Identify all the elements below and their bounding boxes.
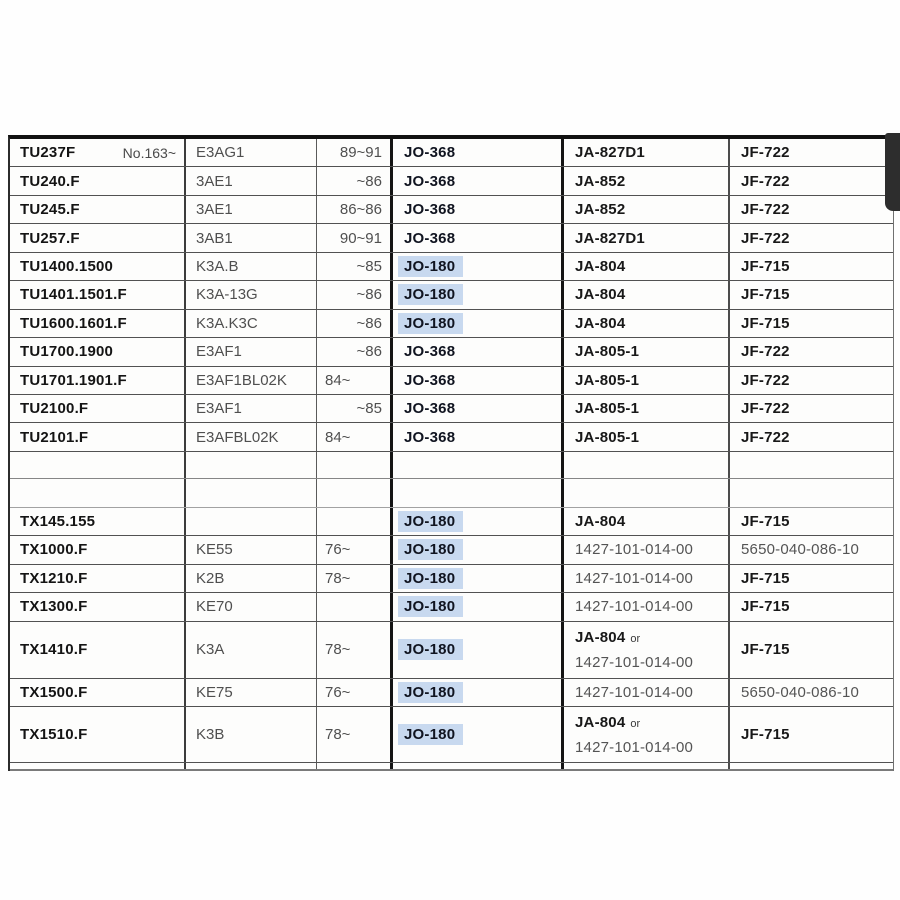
engine-code: E3AF1BL02K	[196, 371, 287, 389]
model-number: TU240.F	[20, 172, 80, 190]
ja-part-numbers	[575, 255, 625, 278]
ja-part-numbers	[575, 681, 693, 704]
ja-cell	[561, 253, 728, 280]
jf-cell	[728, 679, 893, 706]
ja-part-number: JA-805-1	[575, 343, 640, 361]
jf-cell	[728, 367, 893, 394]
years-cell	[316, 593, 390, 620]
ja-line	[575, 340, 639, 363]
jo-cell	[390, 224, 561, 251]
jo-part-number: JO-368	[404, 428, 456, 446]
model-number: TU1600.1601.F	[20, 314, 127, 332]
ja-part-number: JA-804	[575, 286, 626, 304]
engine-cell	[184, 679, 316, 706]
jf-cell	[728, 508, 893, 535]
model-number: TU1701.1901.F	[20, 371, 127, 389]
jo-cell	[390, 763, 561, 769]
jo-part-number: JO-180	[398, 682, 463, 703]
jo-part-number: JO-368	[404, 172, 456, 190]
jf-part-number: JF-722	[741, 343, 790, 361]
jo-cell	[390, 338, 561, 365]
jf-part-number: JF-722	[741, 229, 790, 247]
model-number: TX1000.F	[20, 541, 88, 559]
ja-part-number: JA-852	[575, 201, 626, 219]
jo-cell	[390, 593, 561, 620]
ja-part-number: JA-804	[575, 713, 626, 731]
table-row	[10, 622, 893, 679]
model-cell	[10, 593, 184, 620]
year-range: 86~86	[339, 201, 382, 219]
jf-cell	[728, 167, 893, 194]
year-range: 76~	[325, 541, 351, 559]
model-cell	[10, 536, 184, 563]
table-row	[10, 536, 893, 564]
engine-cell	[184, 707, 316, 762]
engine-cell	[184, 593, 316, 620]
years-cell	[316, 367, 390, 394]
ja-part-numbers	[575, 626, 693, 674]
engine-cell	[184, 536, 316, 563]
jf-cell	[728, 452, 893, 478]
spacer-row	[10, 763, 893, 771]
jf-part-number: JF-715	[741, 314, 790, 332]
model-cell	[10, 622, 184, 678]
jf-part-number: JF-715	[741, 569, 790, 587]
ja-part-number: JA-804	[575, 314, 626, 332]
years-cell	[316, 479, 390, 507]
years-cell	[316, 167, 390, 194]
engine-code: 3AE1	[196, 201, 233, 219]
ja-line	[575, 736, 693, 759]
model-cell	[10, 423, 184, 450]
years-cell	[316, 763, 390, 769]
ja-line	[575, 227, 645, 250]
model-number: TX145.155	[20, 513, 96, 531]
jf-part-number: JF-722	[741, 144, 790, 162]
engine-code: E3AFBL02K	[196, 428, 279, 446]
engine-cell	[184, 395, 316, 422]
jf-cell	[728, 395, 893, 422]
ja-part-number: JA-852	[575, 172, 626, 190]
ja-line	[575, 595, 693, 618]
jo-cell	[390, 167, 561, 194]
year-range: ~85	[356, 400, 382, 418]
ja-part-numbers	[575, 198, 625, 221]
jo-part-number: JO-180	[398, 596, 463, 617]
jo-part-number: JO-368	[404, 400, 456, 418]
model-number: TX1410.F	[20, 641, 88, 659]
ja-part-number: JA-804	[575, 513, 626, 531]
model-cell	[10, 452, 184, 478]
engine-code: K2B	[196, 569, 225, 587]
jf-cell	[728, 196, 893, 223]
jo-cell	[390, 479, 561, 507]
jf-cell	[728, 423, 893, 450]
year-range: ~86	[356, 286, 382, 304]
ja-line	[575, 651, 693, 674]
ja-part-numbers	[575, 510, 625, 533]
ja-part-numbers	[575, 340, 639, 363]
year-range: 76~	[325, 683, 351, 701]
ja-line	[575, 198, 625, 221]
engine-code: KE55	[196, 541, 233, 559]
engine-code: E3AG1	[196, 144, 245, 162]
jf-part-number: 5650-040-086-10	[741, 683, 860, 701]
year-range: ~86	[356, 314, 382, 332]
years-cell	[316, 338, 390, 365]
ja-line	[575, 626, 693, 651]
year-range: 84~	[325, 371, 351, 389]
years-cell	[316, 452, 390, 478]
ja-part-numbers	[575, 538, 693, 561]
ja-part-number: JA-827D1	[575, 144, 645, 162]
jo-part-number: JO-180	[398, 639, 463, 660]
spacer-row	[10, 479, 893, 508]
jo-cell	[390, 423, 561, 450]
jo-part-number: JO-368	[404, 343, 456, 361]
ja-cell	[561, 139, 728, 166]
ja-line	[575, 255, 625, 278]
jf-cell	[728, 253, 893, 280]
table-row	[10, 395, 893, 423]
model-number: TX1510.F	[20, 726, 88, 743]
model-cell	[10, 310, 184, 337]
jo-part-number: JO-180	[398, 511, 463, 532]
year-range: 78~	[325, 726, 351, 743]
model-serial-note: No.163~	[122, 144, 176, 161]
model-number: TU1700.1900	[20, 343, 114, 361]
ja-part-numbers	[575, 283, 625, 306]
ja-part-number: 1427-101-014-00	[575, 541, 694, 559]
jo-part-number: JO-180	[398, 568, 463, 589]
model-cell	[10, 338, 184, 365]
jf-part-number: JF-715	[741, 257, 790, 275]
engine-code: K3A-13G	[196, 286, 258, 304]
ja-part-number: JA-827D1	[575, 229, 645, 247]
table-row	[10, 167, 893, 195]
engine-cell	[184, 338, 316, 365]
engine-code: K3A	[196, 641, 225, 659]
jf-cell	[728, 338, 893, 365]
engine-code: E3AF1	[196, 400, 242, 418]
jo-part-number: JO-180	[398, 284, 463, 305]
ja-part-numbers	[575, 227, 645, 250]
ja-part-number: 1427-101-014-00	[575, 569, 694, 587]
or-label: or	[630, 632, 641, 645]
ja-part-number: JA-804	[575, 628, 626, 646]
table-row	[10, 679, 893, 707]
jo-cell	[390, 310, 561, 337]
ja-cell	[561, 452, 728, 478]
jf-part-number: JF-722	[741, 371, 790, 389]
jo-part-number: JO-180	[398, 724, 463, 745]
table-row	[10, 707, 893, 763]
jf-cell	[728, 565, 893, 592]
model-cell	[10, 139, 184, 166]
year-range: ~86	[356, 172, 382, 190]
engine-code: K3B	[196, 726, 225, 743]
ja-cell	[561, 367, 728, 394]
engine-cell	[184, 224, 316, 251]
model-number: TU1401.1501.F	[20, 286, 127, 304]
jo-cell	[390, 196, 561, 223]
model-number: TX1500.F	[20, 683, 88, 701]
years-cell	[316, 565, 390, 592]
jo-part-number: JO-180	[398, 256, 463, 277]
jo-cell	[390, 565, 561, 592]
jf-cell	[728, 707, 893, 762]
ja-line	[575, 681, 693, 704]
year-range: ~85	[356, 257, 382, 275]
table-row	[10, 593, 893, 621]
jf-cell	[728, 139, 893, 166]
engine-cell	[184, 196, 316, 223]
years-cell	[316, 707, 390, 762]
engine-cell	[184, 281, 316, 308]
model-cell	[10, 565, 184, 592]
engine-cell	[184, 508, 316, 535]
engine-cell	[184, 479, 316, 507]
jf-cell	[728, 281, 893, 308]
table-row	[10, 139, 893, 167]
model-cell	[10, 679, 184, 706]
jo-part-number: JO-368	[404, 144, 456, 162]
ja-part-number: 1427-101-014-00	[575, 738, 694, 756]
engine-cell	[184, 763, 316, 769]
jo-cell	[390, 452, 561, 478]
years-cell	[316, 281, 390, 308]
years-cell	[316, 196, 390, 223]
jf-part-number: JF-715	[741, 598, 790, 616]
engine-code: K3A.K3C	[196, 314, 258, 332]
years-cell	[316, 310, 390, 337]
model-cell	[10, 763, 184, 769]
year-range: 89~91	[339, 144, 382, 162]
ja-part-numbers	[575, 170, 625, 193]
table-row	[10, 253, 893, 281]
ja-part-numbers	[575, 595, 693, 618]
jo-part-number: JO-368	[404, 371, 456, 389]
years-cell	[316, 395, 390, 422]
jo-cell	[390, 622, 561, 678]
jf-part-number: JF-715	[741, 513, 790, 531]
jo-part-number: JO-180	[398, 313, 463, 334]
model-cell	[10, 167, 184, 194]
table-row	[10, 281, 893, 309]
years-cell	[316, 423, 390, 450]
ja-line	[575, 538, 693, 561]
ja-line	[575, 170, 625, 193]
model-cell	[10, 395, 184, 422]
engine-cell	[184, 367, 316, 394]
engine-cell	[184, 423, 316, 450]
ja-line	[575, 567, 693, 590]
model-number: TX1300.F	[20, 598, 88, 616]
year-range: 84~	[325, 428, 351, 446]
jo-cell	[390, 707, 561, 762]
ja-line	[575, 369, 639, 392]
model-number: TU257.F	[20, 229, 80, 247]
table-row	[10, 423, 893, 451]
year-range: ~86	[356, 343, 382, 361]
ja-cell	[561, 593, 728, 620]
model-number: TU2101.F	[20, 428, 89, 446]
jo-cell	[390, 508, 561, 535]
year-range: 78~	[325, 569, 351, 587]
or-label: or	[630, 717, 641, 730]
ja-cell	[561, 536, 728, 563]
ja-part-numbers	[575, 369, 639, 392]
year-range: 78~	[325, 641, 351, 659]
ja-cell	[561, 167, 728, 194]
jf-cell	[728, 536, 893, 563]
years-cell	[316, 253, 390, 280]
jo-cell	[390, 253, 561, 280]
jf-cell	[728, 622, 893, 678]
table-row	[10, 508, 893, 536]
ja-part-number: 1427-101-014-00	[575, 683, 694, 701]
engine-code: K3A.B	[196, 257, 239, 275]
table-row	[10, 338, 893, 366]
jf-cell	[728, 224, 893, 251]
ja-cell	[561, 479, 728, 507]
jf-part-number: JF-722	[741, 201, 790, 219]
ja-cell	[561, 679, 728, 706]
ja-part-numbers	[575, 426, 639, 449]
ja-cell	[561, 707, 728, 762]
table-row	[10, 224, 893, 252]
engine-cell	[184, 139, 316, 166]
engine-cell	[184, 253, 316, 280]
model-number: TU1400.1500	[20, 257, 114, 275]
jo-part-number: JO-180	[398, 539, 463, 560]
table-row	[10, 367, 893, 395]
jf-part-number: JF-722	[741, 400, 790, 418]
jo-cell	[390, 281, 561, 308]
jf-part-number: JF-722	[741, 172, 790, 190]
model-cell	[10, 196, 184, 223]
ja-line	[575, 141, 645, 164]
jf-part-number: JF-715	[741, 641, 790, 659]
ja-part-number: 1427-101-014-00	[575, 598, 694, 616]
ja-part-numbers	[575, 567, 693, 590]
table-row	[10, 310, 893, 338]
jf-cell	[728, 763, 893, 769]
year-range: 90~91	[339, 229, 382, 247]
model-cell	[10, 479, 184, 507]
ja-cell	[561, 763, 728, 769]
years-cell	[316, 622, 390, 678]
years-cell	[316, 536, 390, 563]
model-number: TU245.F	[20, 201, 80, 219]
ja-cell	[561, 565, 728, 592]
engine-code: 3AE1	[196, 172, 233, 190]
spacer-row	[10, 452, 893, 479]
model-number: TU2100.F	[20, 400, 89, 418]
ja-cell	[561, 310, 728, 337]
ja-line	[575, 283, 625, 306]
model-number: TU237F	[20, 144, 76, 162]
jf-cell	[728, 593, 893, 620]
ja-cell	[561, 281, 728, 308]
engine-code: KE75	[196, 683, 233, 701]
ja-cell	[561, 395, 728, 422]
engine-cell	[184, 565, 316, 592]
ja-part-numbers	[575, 397, 639, 420]
jf-cell	[728, 479, 893, 507]
jo-cell	[390, 139, 561, 166]
years-cell	[316, 224, 390, 251]
ja-cell	[561, 423, 728, 450]
ja-part-number: JA-805-1	[575, 400, 640, 418]
ja-cell	[561, 622, 728, 678]
ja-part-number: JA-804	[575, 257, 626, 275]
jo-cell	[390, 367, 561, 394]
ja-cell	[561, 338, 728, 365]
ja-cell	[561, 196, 728, 223]
ja-line	[575, 397, 639, 420]
scrollbar-thumb[interactable]	[885, 133, 900, 211]
ja-cell	[561, 224, 728, 251]
model-number: TX1210.F	[20, 569, 88, 587]
model-cell	[10, 224, 184, 251]
ja-line	[575, 711, 693, 736]
ja-part-numbers	[575, 312, 625, 335]
jf-part-number: 5650-040-086-10	[741, 541, 860, 559]
years-cell	[316, 679, 390, 706]
jf-part-number: JF-722	[741, 428, 790, 446]
ja-part-number: 1427-101-014-00	[575, 653, 694, 671]
jo-cell	[390, 395, 561, 422]
table-row	[10, 565, 893, 593]
model-cell	[10, 508, 184, 535]
jo-part-number: JO-368	[404, 229, 456, 247]
jo-cell	[390, 536, 561, 563]
engine-cell	[184, 452, 316, 478]
ja-line	[575, 426, 639, 449]
jf-part-number: JF-715	[741, 286, 790, 304]
ja-cell	[561, 508, 728, 535]
engine-cell	[184, 622, 316, 678]
ja-part-number: JA-805-1	[575, 371, 640, 389]
ja-part-numbers	[575, 141, 645, 164]
ja-line	[575, 312, 625, 335]
engine-code: KE70	[196, 598, 233, 616]
jo-part-number: JO-368	[404, 201, 456, 219]
years-cell	[316, 139, 390, 166]
engine-code: 3AB1	[196, 229, 233, 247]
engine-cell	[184, 310, 316, 337]
ja-part-numbers	[575, 711, 693, 759]
model-cell	[10, 707, 184, 762]
table-row	[10, 196, 893, 224]
years-cell	[316, 508, 390, 535]
parts-table	[8, 135, 894, 771]
jf-part-number: JF-715	[741, 726, 790, 743]
jo-cell	[390, 679, 561, 706]
model-cell	[10, 367, 184, 394]
ja-part-number: JA-805-1	[575, 428, 640, 446]
ja-line	[575, 510, 625, 533]
engine-cell	[184, 167, 316, 194]
jf-cell	[728, 310, 893, 337]
engine-code: E3AF1	[196, 343, 242, 361]
model-cell	[10, 281, 184, 308]
model-cell	[10, 253, 184, 280]
